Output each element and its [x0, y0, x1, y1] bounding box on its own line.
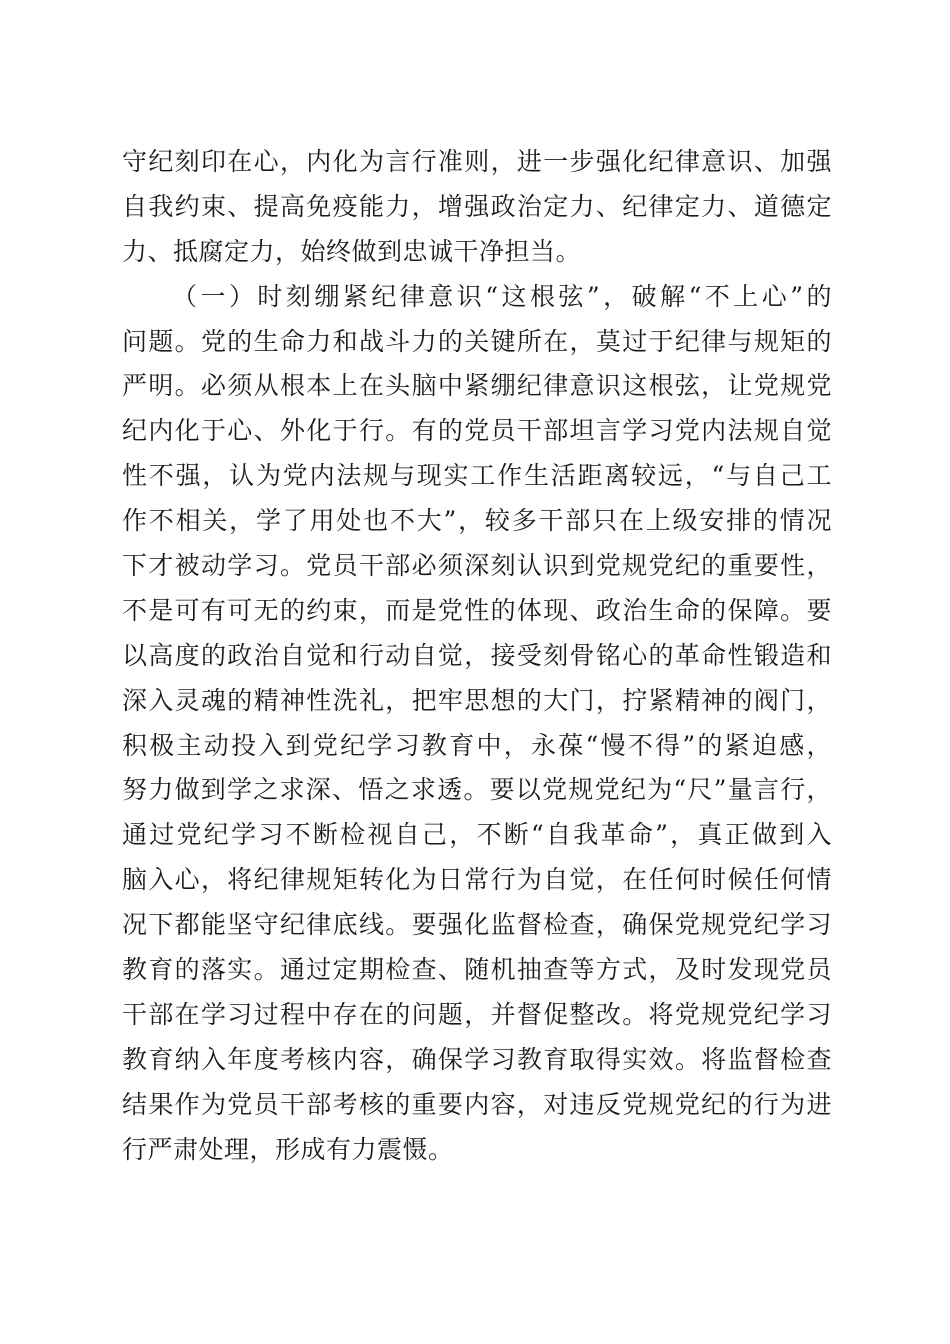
text-line: 问题。党的生命力和战斗力的关键所在，莫过于纪律与规矩的 [122, 326, 832, 356]
text-line: 下才被动学习。党员干部必须深刻认识到党规党纪的重要性， [122, 551, 832, 581]
section-heading: （一）时刻绷紧纪律意识“这根弦”，破解“不上心”的 [172, 281, 832, 311]
text-line: 通过党纪学习不断检视自己，不断“自我革命”，真正做到入 [122, 820, 832, 850]
text-line: 力、抵腐定力，始终做到忠诚干净担当。 [122, 236, 582, 266]
text-line: 教育的落实。通过定期检查、随机抽查等方式，及时发现党员 [122, 955, 832, 985]
text-line: 况下都能坚守纪律底线。要强化监督检查，确保党规党纪学习 [122, 910, 832, 940]
text-line: 以高度的政治自觉和行动自觉，接受刻骨铭心的革命性锻造和 [122, 640, 832, 670]
text-line: 纪内化于心、外化于行。有的党员干部坦言学习党内法规自觉 [122, 416, 832, 446]
text-line: 结果作为党员干部考核的重要内容，对违反党规党纪的行为进 [122, 1089, 832, 1119]
text-line: 守纪刻印在心，内化为言行准则，进一步强化纪律意识、加强 [122, 147, 832, 176]
text-line: 严明。必须从根本上在头脑中紧绷纪律意识这根弦，让党规党 [122, 371, 832, 401]
text-line: 脑入心，将纪律规矩转化为日常行为自觉，在任何时候任何情 [122, 865, 832, 895]
section-one-paragraph [122, 275, 832, 1173]
text-line: 教育纳入年度考核内容，确保学习教育取得实效。将监督检查 [122, 1044, 832, 1074]
text-line: 自我约束、提高免疫能力，增强政治定力、纪律定力、道德定 [122, 191, 832, 221]
text-line: 积极主动投入到党纪学习教育中，永葆“慢不得”的紧迫感， [122, 730, 832, 760]
text-line: 不是可有可无的约束，而是党性的体现、政治生命的保障。要 [122, 595, 832, 625]
text-line: 干部在学习过程中存在的问题，并督促整改。将党规党纪学习 [122, 999, 832, 1029]
text-line: 深入灵魂的精神性洗礼，把牢思想的大门，拧紧精神的阀门， [122, 685, 832, 715]
text-line: 性不强，认为党内法规与现实工作生活距离较远，“与自己工 [122, 461, 832, 491]
text-line: 努力做到学之求深、悟之求透。要以党规党纪为“尺”量言行， [122, 775, 832, 805]
document-body [122, 140, 832, 1172]
text-line: 作不相关，学了用处也不大”，较多干部只在上级安排的情况 [122, 506, 832, 536]
text-line: 行严肃处理，形成有力震慑。 [122, 1134, 454, 1164]
continued-paragraph [122, 140, 832, 275]
